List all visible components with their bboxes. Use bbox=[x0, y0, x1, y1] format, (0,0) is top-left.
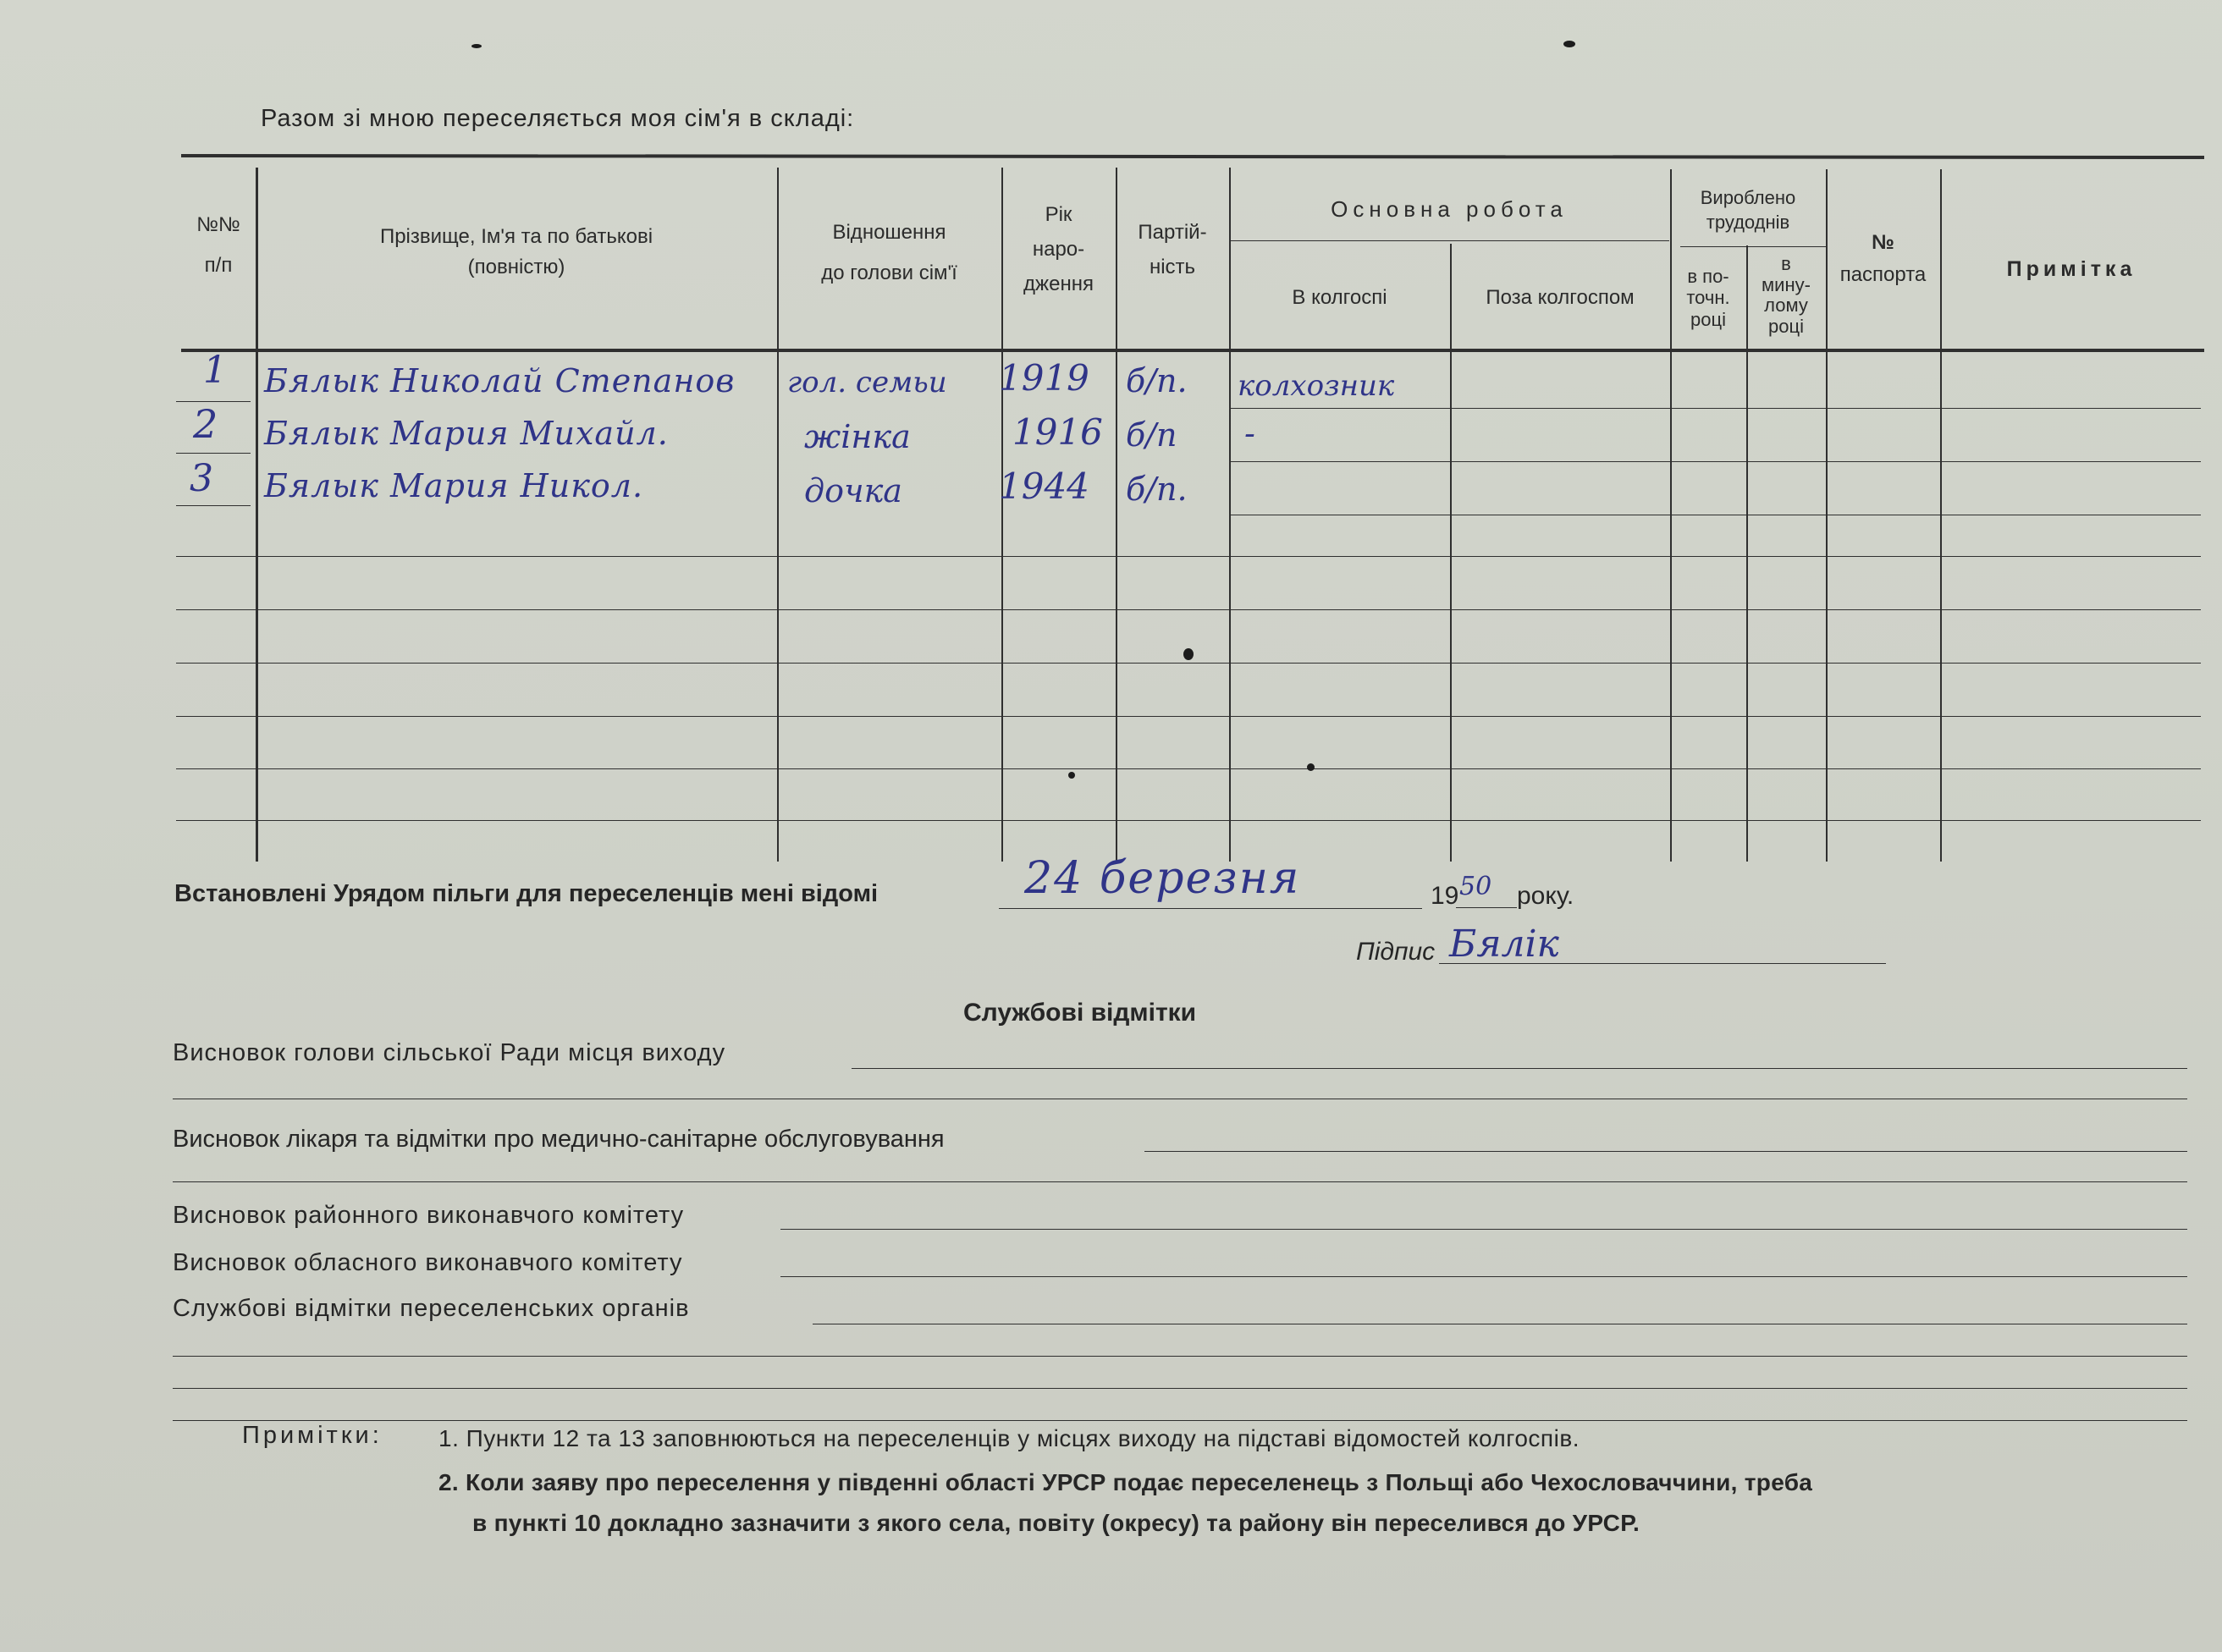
row-year: 1919 bbox=[999, 357, 1089, 399]
row-relation: жінка bbox=[804, 418, 911, 455]
official-line-village: Висновок голови сільської Ради місця виходу bbox=[173, 1039, 726, 1066]
official-line-doctor: Висновок лікаря та відмітки про медично-санітарне обслуговування bbox=[173, 1126, 945, 1153]
header-workdays-past: в мину- лому році bbox=[1762, 253, 1811, 337]
official-line-oblast: Висновок обласного виконавчого комітету bbox=[173, 1249, 683, 1276]
row-num: 3 bbox=[190, 457, 213, 500]
signature-label: Підпис bbox=[1356, 938, 1436, 966]
row-work: - bbox=[1244, 415, 1281, 452]
row-work: колхозник bbox=[1238, 369, 1395, 403]
row-year: 1916 bbox=[1012, 411, 1103, 453]
intro-text: Разом зі мною переселяється моя сім'я в складі: bbox=[261, 105, 855, 132]
header-num: №№ п/п bbox=[196, 213, 240, 277]
row-relation: дочка bbox=[804, 472, 902, 509]
signature: Бялік bbox=[1449, 922, 1559, 966]
notes-item-2: 2. Коли заяву про переселення у південні області УРСР подає переселенець з Польщі або Чехословаччини, треба bbox=[438, 1469, 1813, 1495]
header-passport: № паспорта bbox=[1839, 231, 1927, 287]
row-num: 1 bbox=[203, 349, 227, 392]
ink-spot bbox=[1563, 41, 1575, 47]
header-work-outside: Поза колгоспом bbox=[1486, 286, 1635, 309]
row-name: Бялык Мария Михайл. bbox=[264, 415, 669, 452]
header-relation: Відношення до голови сім'ї bbox=[821, 221, 957, 284]
official-line-district: Висновок районного виконавчого комітету bbox=[173, 1202, 685, 1229]
ink-spot bbox=[1068, 772, 1075, 779]
row-year: 1944 bbox=[999, 465, 1089, 507]
header-main-work: Основна робота bbox=[1331, 196, 1568, 222]
row-name: Бялык Мария Никол. bbox=[264, 467, 644, 504]
notes-label: Примітки: bbox=[242, 1422, 383, 1449]
row-relation: гол. семьи bbox=[787, 366, 947, 399]
header-name: Прізвище, Ім'я та по батькові (повністю) bbox=[379, 225, 653, 278]
benefits-year: 50 bbox=[1459, 872, 1492, 901]
header-work-in-kolkhoz: В колгоспі bbox=[1292, 286, 1387, 309]
notes-item-1: 1. Пункти 12 та 13 заповнюються на переселенців у місцях виходу на підставі відомостей колгоспів. bbox=[438, 1425, 1580, 1451]
official-line-resettlement: Службові відмітки переселенських органів bbox=[173, 1295, 690, 1322]
row-num: 2 bbox=[193, 401, 218, 447]
header-workdays-current: в по- точн. році bbox=[1686, 266, 1730, 330]
benefits-year-suffix: року. bbox=[1517, 882, 1574, 910]
header-workdays: Вироблено трудоднів bbox=[1700, 187, 1796, 233]
ink-spot bbox=[1183, 648, 1194, 660]
notes-item-2-continued: в пункті 10 докладно зазначити з якого села, повіту (окресу) та району він переселився до УРСР. bbox=[472, 1510, 1640, 1536]
row-name: Бялык Николай Степанов bbox=[264, 362, 736, 399]
row-party: б/п. bbox=[1126, 362, 1188, 399]
header-birth-year: Рік наро- дження bbox=[1023, 203, 1094, 295]
ink-spot bbox=[1307, 763, 1315, 771]
official-title: Службові відмітки bbox=[963, 999, 1197, 1027]
benefits-date: 24 березня bbox=[1024, 853, 1301, 904]
benefits-year-prefix: 19 bbox=[1431, 882, 1459, 910]
row-party: б/п bbox=[1126, 416, 1177, 454]
ink-spot bbox=[471, 44, 482, 48]
row-party: б/п. bbox=[1126, 471, 1188, 508]
benefits-text: Встановлені Урядом пільги для переселенців мені відомі bbox=[174, 880, 879, 907]
header-party: Партій- ність bbox=[1138, 221, 1207, 278]
header-note: Примітка bbox=[2006, 257, 2137, 281]
